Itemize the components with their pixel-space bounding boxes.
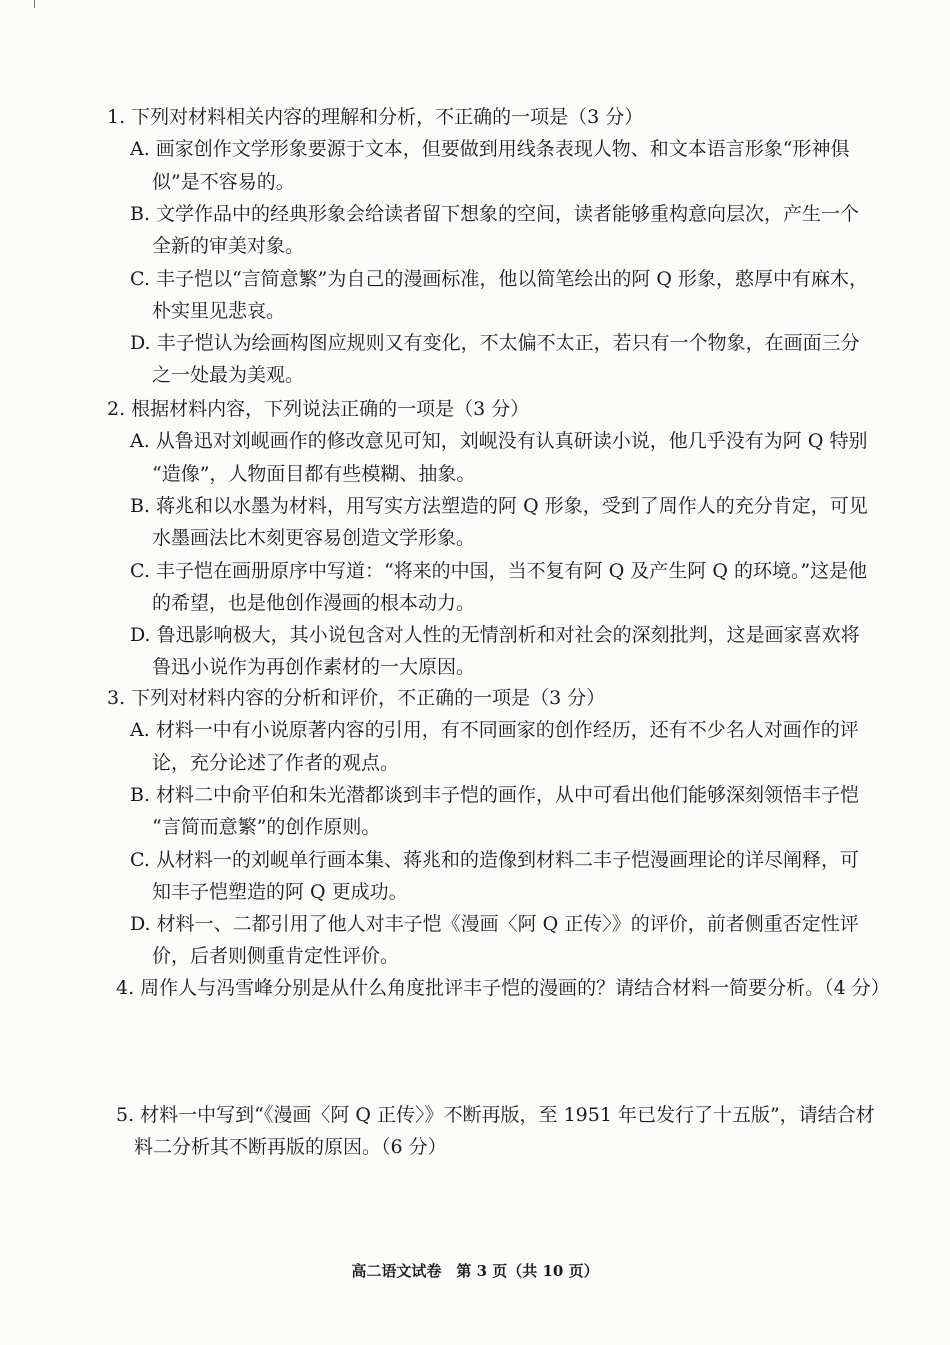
answer-option: A. 从鲁迅对刘岘画作的修改意见可知，刘岘没有认真研读小说，他几乎没有为阿 Q 特别: [130, 430, 868, 453]
question-stem: 4. 周作人与冯雪峰分别是从什么角度批评丰子恺的漫画的？请结合材料一简要分析。（4 分）: [116, 977, 890, 999]
answer-option: B. 蒋兆和以水墨为材料，用写实方法塑造的阿 Q 形象，受到了周作人的充分肯定，可见: [130, 494, 868, 517]
answer-option-continued: 知丰子恺塑造的阿 Q 更成功。: [152, 880, 408, 903]
answer-option: D. 材料一、二都引用了他人对丰子恺《漫画〈阿 Q 正传〉》的评价，前者侧重否定性评: [130, 913, 859, 936]
answer-option: B. 材料二中俞平伯和朱光潜都谈到丰子恺的画作，从中可看出他们能够深刻领悟丰子恺: [130, 783, 860, 806]
answer-option-continued: 鲁迅小说作为再创作素材的一大原因。: [152, 656, 476, 679]
answer-option: C. 丰子恺以“言简意繁”为自己的漫画标准，他以简笔绘出的阿 Q 形象，憨厚中有麻木，: [130, 267, 869, 290]
answer-option: D. 丰子恺认为绘画构图应规则又有变化，不太偏不太正，若只有一个物象，在画面三分: [130, 332, 860, 355]
answer-option-continued: 的希望，也是他创作漫画的根本动力。: [152, 591, 476, 614]
question-stem: 3. 下列对材料内容的分析和评价，不正确的一项是（3 分）: [107, 687, 606, 709]
answer-option-continued: 水墨画法比木刻更容易创造文学形象。: [152, 527, 476, 550]
answer-option-continued: 论，充分论述了作者的观点。: [152, 751, 400, 774]
answer-option: B. 文学作品中的经典形象会给读者留下想象的空间，读者能够重构意向层次，产生一个: [130, 202, 860, 225]
question-stem: 5. 材料一中写到“《漫画〈阿 Q 正传〉》不断再版，至 1951 年已发行了十五版”，请结合材: [116, 1104, 875, 1126]
answer-option-continued: 价，后者则侧重肯定性评价。: [152, 945, 400, 968]
answer-option: A. 材料一中有小说原著内容的引用，有不同画家的创作经历，还有不少名人对画作的评: [130, 719, 859, 742]
answer-option: C. 丰子恺在画册原序中写道：“将来的中国，当不复有阿 Q 及产生阿 Q 的环境。”这是他: [130, 559, 868, 582]
answer-option: C. 从材料一的刘岘单行画本集、蒋兆和的造像到材料二丰子恺漫画理论的详尽阐释，可: [130, 848, 859, 871]
answer-option: A. 画家创作文学形象要源于文本，但要做到用线条表现人物、和文本语言形象“形神俱: [130, 138, 850, 161]
scan-mark: [34, 0, 35, 8]
answer-option-continued: “造像”，人物面目都有些模糊、抽象。: [152, 462, 476, 485]
answer-option-continued: 之一处最为美观。: [152, 364, 305, 387]
question-stem: 1. 下列对材料相关内容的理解和分析，不正确的一项是（3 分）: [107, 106, 644, 128]
answer-option-continued: 似”是不容易的。: [152, 170, 295, 193]
question-stem-continued: 料二分析其不断再版的原因。（6 分）: [134, 1136, 447, 1159]
answer-option-continued: 全新的审美对象。: [152, 235, 305, 258]
answer-option-continued: 朴实里见悲哀。: [152, 299, 286, 322]
page-footer: 高二语文试卷 第 3 页（共 10 页）: [351, 1262, 599, 1280]
answer-option-continued: “言简而意繁”的创作原则。: [152, 816, 381, 839]
question-stem: 2. 根据材料内容，下列说法正确的一项是（3 分）: [107, 398, 530, 420]
answer-option: D. 鲁迅影响极大，其小说包含对人性的无情剖析和对社会的深刻批判，这是画家喜欢将: [130, 624, 860, 647]
